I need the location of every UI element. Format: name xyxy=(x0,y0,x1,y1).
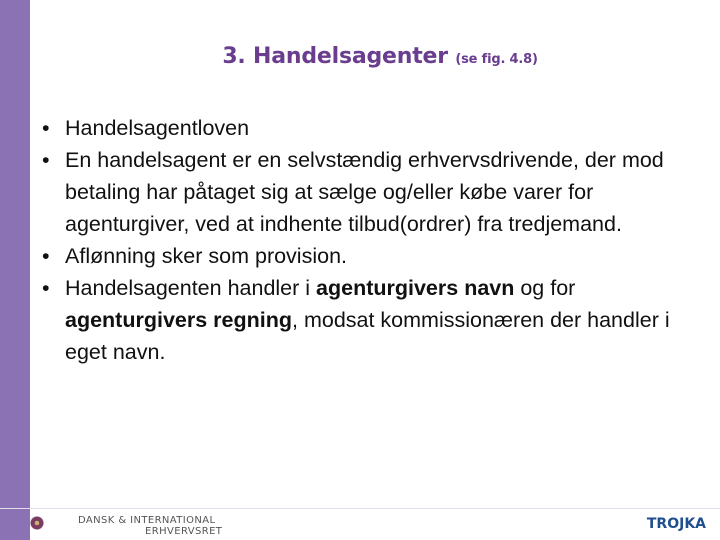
logo-line-2: ERHVERVSRET xyxy=(145,526,223,537)
slide-title-text: 3. Handelsagenter xyxy=(222,44,448,69)
bullet-icon: • xyxy=(42,148,50,172)
bullet-text: Handelsagentloven xyxy=(65,116,250,140)
bullet-text: Aflønning sker som provision. xyxy=(65,244,347,268)
footer-logo xyxy=(78,515,222,537)
bullet-bold-text: agenturgivers navn xyxy=(316,276,515,300)
slide-title xyxy=(0,44,720,69)
logo-line-1: DANSK & INTERNATIONAL xyxy=(78,515,216,526)
bullet-bold-text: agenturgivers regning xyxy=(65,308,292,332)
bullet-list xyxy=(42,112,714,368)
bullet-item xyxy=(42,272,714,368)
bullet-icon: • xyxy=(42,276,50,300)
footer-divider xyxy=(0,508,720,509)
bullet-text: En handelsagent er en selvstændig erhvervsdrivende, der mod betaling har påtaget sig at sælge og/eller købe varer for agenturgiver, ved at indhente tilbud(ordrer) fra tredjemand. xyxy=(65,148,664,236)
bullet-item xyxy=(42,240,714,272)
brand-logo: TROJKA xyxy=(646,516,706,532)
slide-title-reference: (se fig. 4.8) xyxy=(455,52,538,67)
bullet-icon: • xyxy=(42,244,50,268)
bullet-text-part: og for xyxy=(514,276,576,300)
bullet-text-part: , modsat kommissionæren der handler i eget navn. xyxy=(65,308,670,364)
side-accent-bar xyxy=(0,0,30,540)
bullet-item xyxy=(42,144,714,240)
bullet-icon: • xyxy=(42,116,50,140)
circular-seal-icon xyxy=(30,516,44,530)
bullet-item xyxy=(42,112,714,144)
bullet-text-part: Handelsagenten handler i xyxy=(65,276,317,300)
